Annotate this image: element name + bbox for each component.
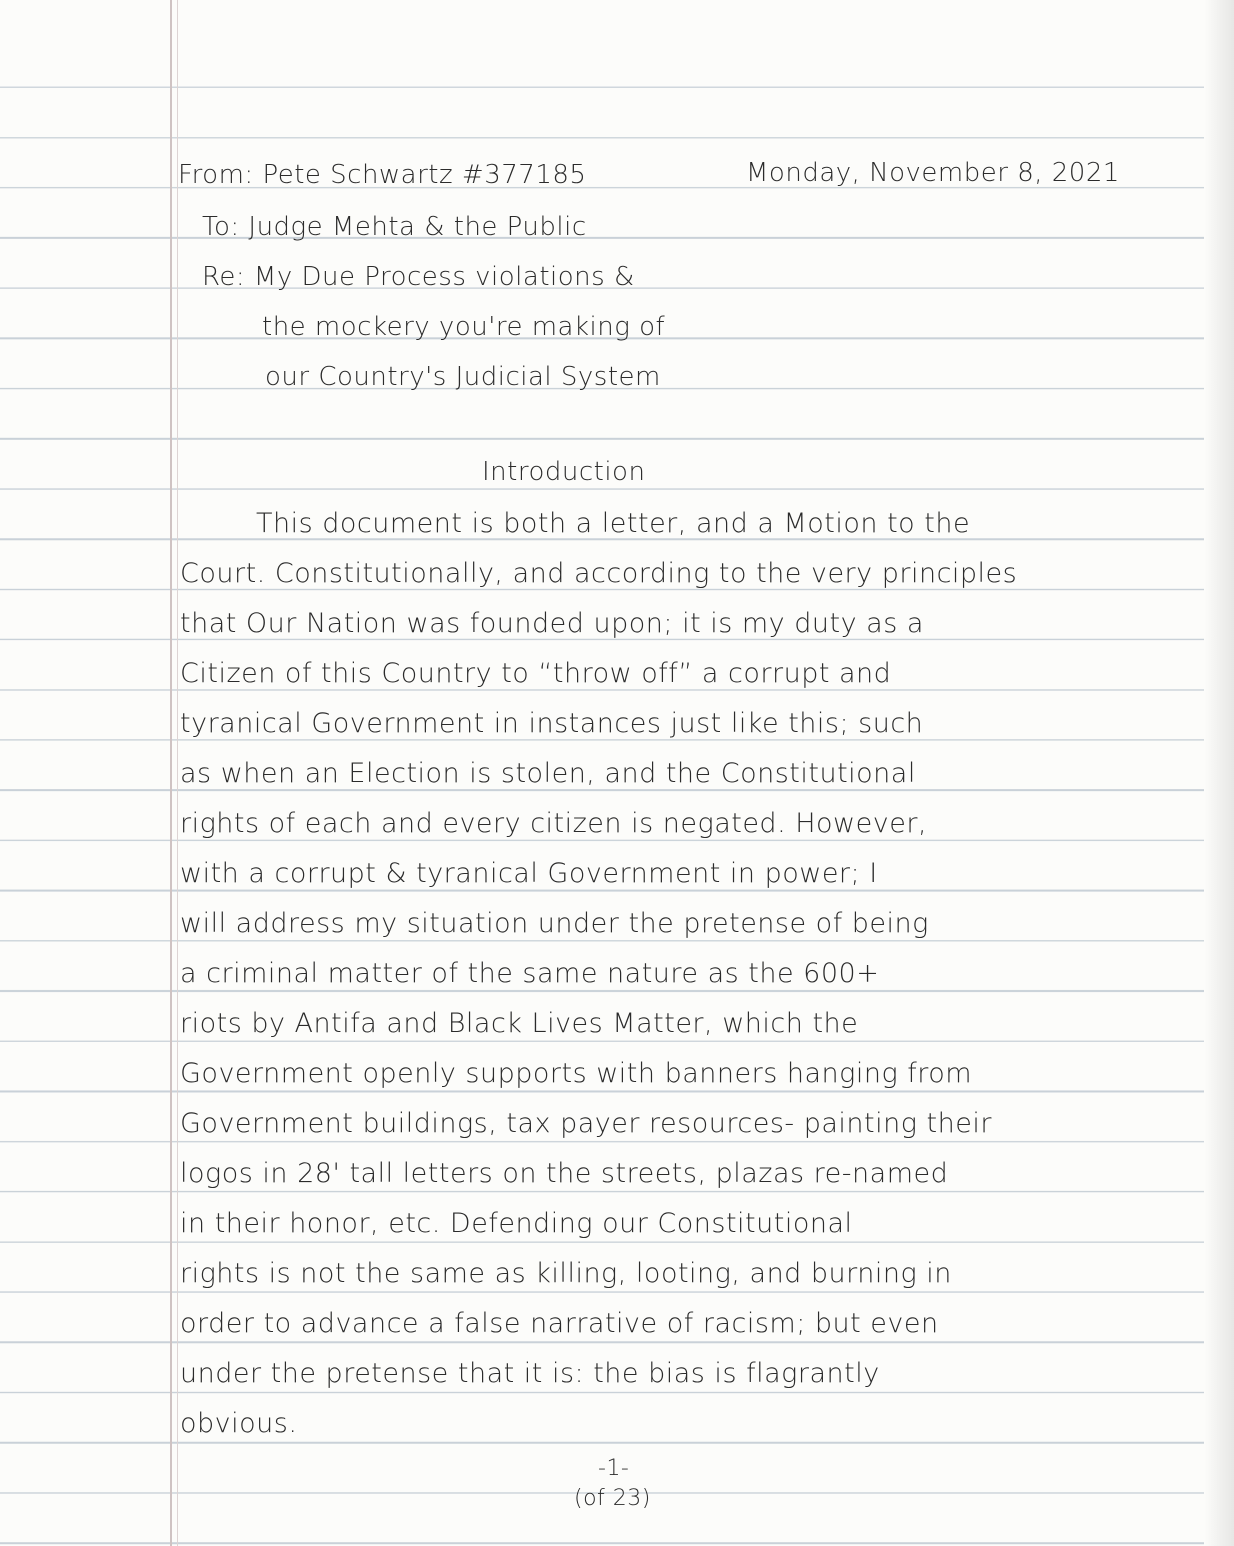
- body-line: Court. Constitutionally, and according to the very principles: [180, 558, 1018, 589]
- re-line-3: our Country's Judicial System: [265, 362, 661, 392]
- body-line: Citizen of this Country to “throw off” a corrupt and: [180, 658, 892, 689]
- page-edge-shadow: [1204, 0, 1234, 1546]
- margin-line: [170, 0, 172, 1546]
- body-line: rights of each and every citizen is negated. However,: [180, 808, 928, 839]
- page-total: (of 23): [574, 1486, 651, 1511]
- section-title: Introduction: [482, 457, 646, 487]
- date-line: Monday, November 8, 2021: [746, 158, 1120, 188]
- body-line: riots by Antifa and Black Lives Matter, which the: [180, 1008, 859, 1039]
- re-line-1: Re: My Due Process violations &: [202, 262, 635, 292]
- page-number: -1-: [598, 1456, 630, 1481]
- margin-line-inner: [177, 0, 178, 1546]
- body-line: Government buildings, tax payer resources- painting their: [180, 1108, 992, 1139]
- body-line: rights is not the same as killing, looting, and burning in: [180, 1258, 952, 1289]
- body-line: obvious.: [180, 1408, 298, 1439]
- body-line: tyranical Government in instances just like this; such: [180, 708, 924, 739]
- body-line: with a corrupt & tyranical Government in power; I: [180, 858, 878, 889]
- body-line: in their honor, etc. Defending our Constitutional: [180, 1208, 853, 1239]
- body-line: a criminal matter of the same nature as the 600+: [180, 958, 880, 989]
- body-line: as when an Election is stolen, and the Constitutional: [180, 758, 916, 789]
- body-line: that Our Nation was founded upon; it is my duty as a: [180, 608, 924, 639]
- body-line: order to advance a false narrative of racism; but even: [180, 1308, 939, 1339]
- body-line: This document is both a letter, and a Motion to the: [256, 508, 971, 539]
- body-line: under the pretense that it is: the bias is flagrantly: [180, 1358, 880, 1389]
- to-line: To: Judge Mehta & the Public: [202, 212, 587, 242]
- body-line: logos in 28' tall letters on the streets, plazas re-named: [180, 1158, 949, 1189]
- re-line-2: the mockery you're making of: [262, 312, 666, 342]
- from-line: From: Pete Schwartz #377185: [178, 160, 587, 190]
- body-line: will address my situation under the pretense of being: [180, 908, 929, 939]
- body-line: Government openly supports with banners hanging from: [180, 1058, 973, 1089]
